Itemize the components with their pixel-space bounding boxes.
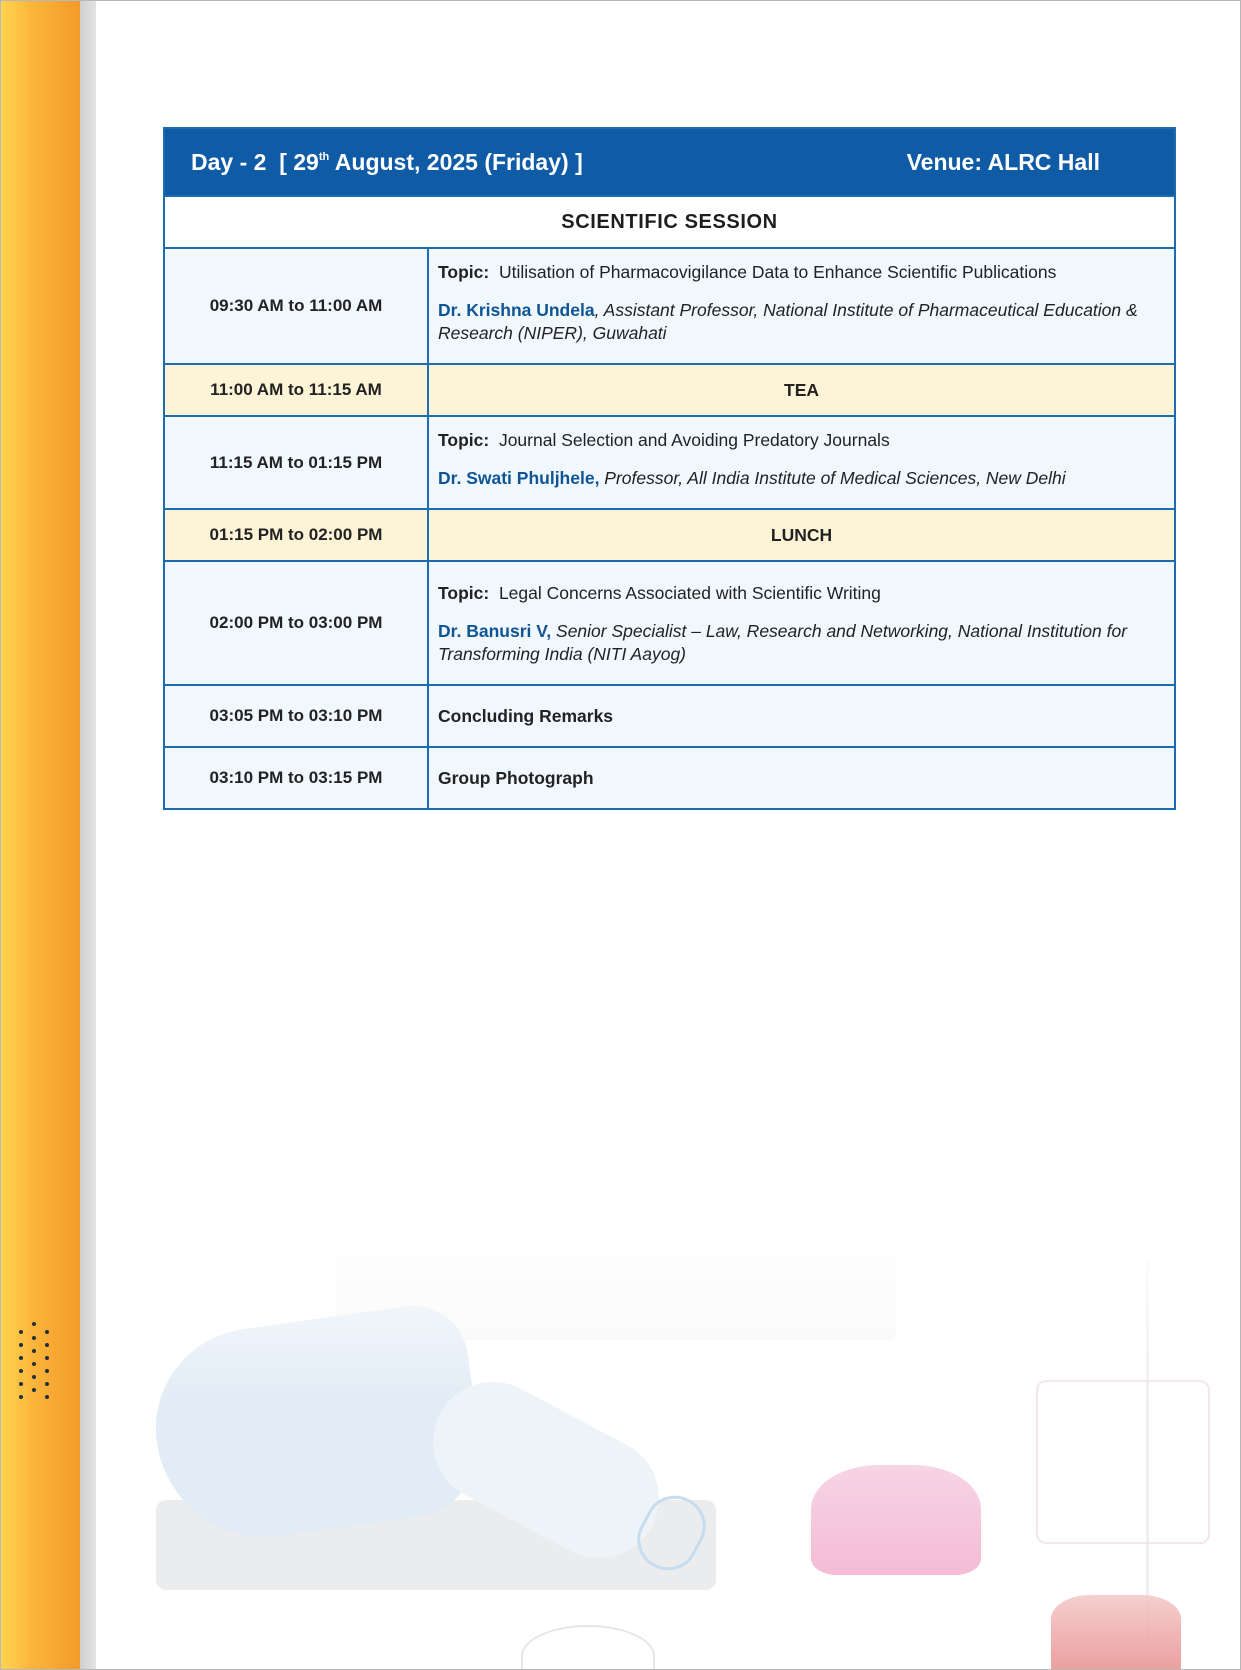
speaker-name: Dr. Swati Phuljhele, — [438, 468, 600, 488]
agenda-row — [164, 416, 1175, 509]
decorative-dot-pattern-icon — [16, 1322, 52, 1402]
decorative-side-band — [0, 0, 80, 1670]
time-slot: 01:15 PM to 02:00 PM — [164, 509, 428, 561]
session-details — [428, 248, 1175, 364]
item-label: Group Photograph — [428, 747, 1175, 809]
agenda-row — [164, 747, 1175, 809]
venue-label: Venue: ALRC Hall — [906, 148, 1100, 175]
topic-label: Topic: — [438, 430, 490, 450]
session-title: SCIENTIFIC SESSION — [164, 196, 1175, 248]
session-details — [428, 416, 1175, 509]
session-details — [428, 561, 1175, 685]
agenda-row-break — [164, 364, 1175, 416]
speaker-name: Dr. Krishna Undela — [438, 300, 595, 320]
agenda-row — [164, 685, 1175, 747]
topic-label: Topic: — [438, 262, 490, 282]
time-slot: 11:00 AM to 11:15 AM — [164, 364, 428, 416]
agenda-row — [164, 561, 1175, 685]
speaker-affiliation: , Assistant Professor, National Institute of Pharmaceutical Education & Research (NIPER), Guwahati — [438, 300, 1138, 343]
break-label: TEA — [428, 364, 1175, 416]
day-date-heading: Day - 2 [ 29th August, 2025 (Friday) ] — [191, 148, 583, 175]
topic-text: Utilisation of Pharmacovigilance Data to Enhance Scientific Publications — [498, 262, 1057, 282]
speaker-affiliation: Professor, All India Institute of Medical Sciences, New Delhi — [599, 468, 1066, 488]
agenda-row-break — [164, 509, 1175, 561]
speaker-affiliation: Senior Specialist – Law, Research and Networking, National Institution for Transforming India (NITI Aayog) — [438, 621, 1128, 664]
topic-label: Topic: — [438, 583, 490, 603]
break-label: LUNCH — [428, 509, 1175, 561]
decorative-side-strip — [80, 0, 96, 1670]
time-slot: 09:30 AM to 11:00 AM — [164, 248, 428, 364]
topic-text: Journal Selection and Avoiding Predatory Journals — [498, 430, 890, 450]
agenda-row — [164, 248, 1175, 364]
time-slot: 11:15 AM to 01:15 PM — [164, 416, 428, 509]
item-label: Concluding Remarks — [428, 685, 1175, 747]
background-lab-photo — [96, 1220, 1241, 1670]
time-slot: 02:00 PM to 03:00 PM — [164, 561, 428, 685]
agenda-table — [163, 127, 1176, 810]
agenda-header-row — [164, 128, 1175, 196]
time-slot: 03:10 PM to 03:15 PM — [164, 747, 428, 809]
topic-text: Legal Concerns Associated with Scientific Writing — [498, 583, 881, 603]
time-slot: 03:05 PM to 03:10 PM — [164, 685, 428, 747]
session-title-row — [164, 196, 1175, 248]
speaker-name: Dr. Banusri V, — [438, 621, 552, 641]
